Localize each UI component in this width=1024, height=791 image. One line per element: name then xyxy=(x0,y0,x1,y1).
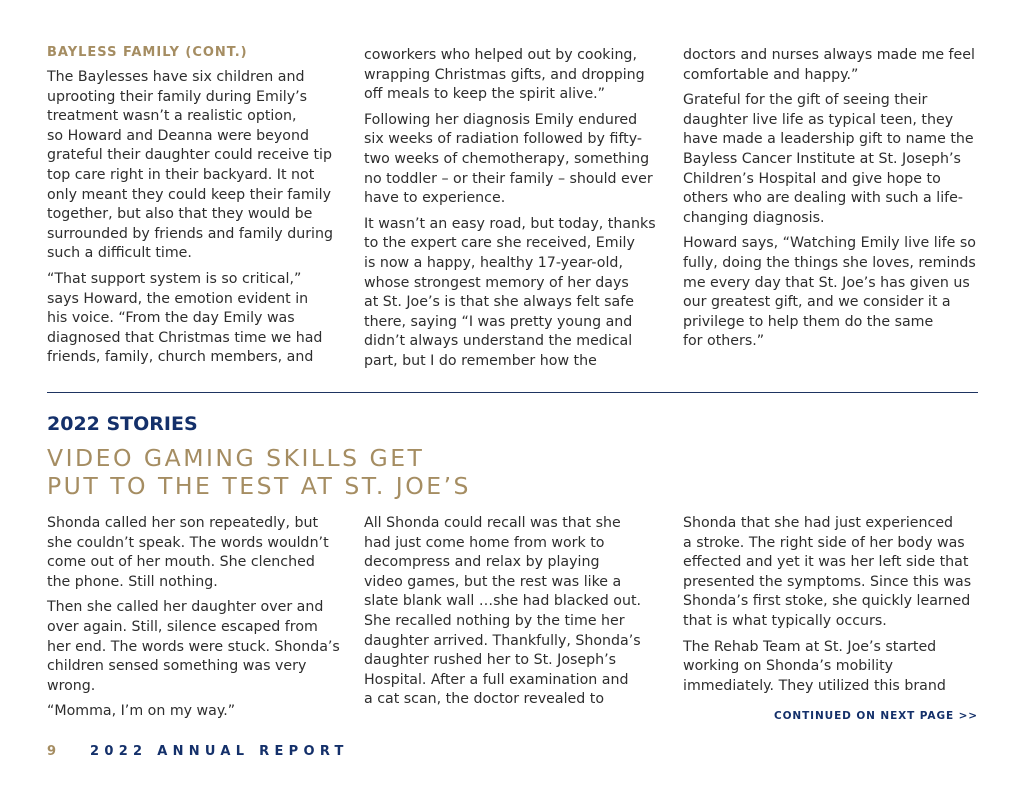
paragraph: It wasn’t an easy road, but today, thanks to the expert care she received, Emily is now a happy, healthy 17-year-old, whose strongest memory of her days at St. Joe’s is that she always felt safe there, saying “I was pretty young and didn’t always understand the medical part, but I do remember how the xyxy=(364,215,656,369)
paragraph: Grateful for the gift of seeing their daughter live life as typical teen, they have made a leadership gift to name the Bayless Cancer Institute at St. Joseph’s Children’s Hospital and give hope to others who are dealing with such a life- changing diagnosis. xyxy=(683,92,974,226)
footer-title: 2022 ANNUAL REPORT xyxy=(90,744,349,759)
paragraph: “Momma, I’m on my way.” xyxy=(47,703,236,720)
paragraph: Shonda that she had just experienced a stroke. The right side of her body was effected and yet it was her left side that presented the symptoms. Since this was Shonda’s first stoke, she quickly learned that is what typically occurs. xyxy=(683,515,972,629)
story-column-1 xyxy=(47,514,343,728)
paragraph: Shonda called her son repeatedly, but she couldn’t speak. The words wouldn’t come out of her mouth. She clenched the phone. Still nothing. xyxy=(47,515,329,590)
top-column-1 xyxy=(47,68,343,374)
top-column-2 xyxy=(364,46,660,378)
story-column-3 xyxy=(683,514,979,702)
paragraph: Howard says, “Watching Emily live life so fully, doing the things she loves, reminds me every day that St. Joe’s has given us our greatest gift, and we consider it a privilege to help them do the same for others.” xyxy=(683,235,976,350)
story-headline: VIDEO GAMING SKILLS GET PUT TO THE TEST AT ST. JOE’S xyxy=(47,444,471,500)
paragraph: All Shonda could recall was that she had just come home from work to decompress and relax by playing video games, but the rest was like a slate blank wall …she had blacked out. She recalled nothing by the time her daughter arrived. Thankfully, Shonda’s daughter rushed her to St. Joseph’s Hospital. After a full examination and a cat scan, the doctor revealed to xyxy=(364,515,642,708)
paragraph: doctors and nurses always made me feel comfortable and happy.” xyxy=(683,47,975,83)
paragraph: The Rehab Team at St. Joe’s started working on Shonda’s mobility immediately. They utilized this brand xyxy=(683,638,946,694)
paragraph: “That support system is so critical,” says Howard, the emotion evident in his voice. “From the day Emily was diagnosed that Christmas time we had friends, family, church members, and xyxy=(47,270,323,366)
story-column-2 xyxy=(364,514,660,716)
top-column-3 xyxy=(683,46,979,358)
section-label: 2022 STORIES xyxy=(47,413,198,435)
paragraph: Following her diagnosis Emily endured six weeks of radiation followed by fifty- two weeks of chemotherapy, something no toddler – or their family – should ever have to experience. xyxy=(364,111,653,207)
section-kicker: BAYLESS FAMILY (CONT.) xyxy=(47,45,248,60)
paragraph: The Baylesses have six children and uprooting their family during Emily’s treatment wasn’t a realistic option, so Howard and Deanna were beyond grateful their daughter could receive tip top care right in their backyard. It not only meant they could keep their family together, but also that they would be surrounded by friends and family during such a difficult time. xyxy=(47,69,333,262)
paragraph: Then she called her daughter over and over again. Still, silence escaped from her end. The words were stuck. Shonda’s children sensed something was very wrong. xyxy=(47,599,340,694)
paragraph: coworkers who helped out by cooking, wrapping Christmas gifts, and dropping off meals to keep the spirit alive.” xyxy=(364,47,645,103)
page-number: 9 xyxy=(47,744,57,759)
continued-link[interactable]: CONTINUED ON NEXT PAGE >> xyxy=(774,710,978,722)
section-divider xyxy=(47,392,978,393)
